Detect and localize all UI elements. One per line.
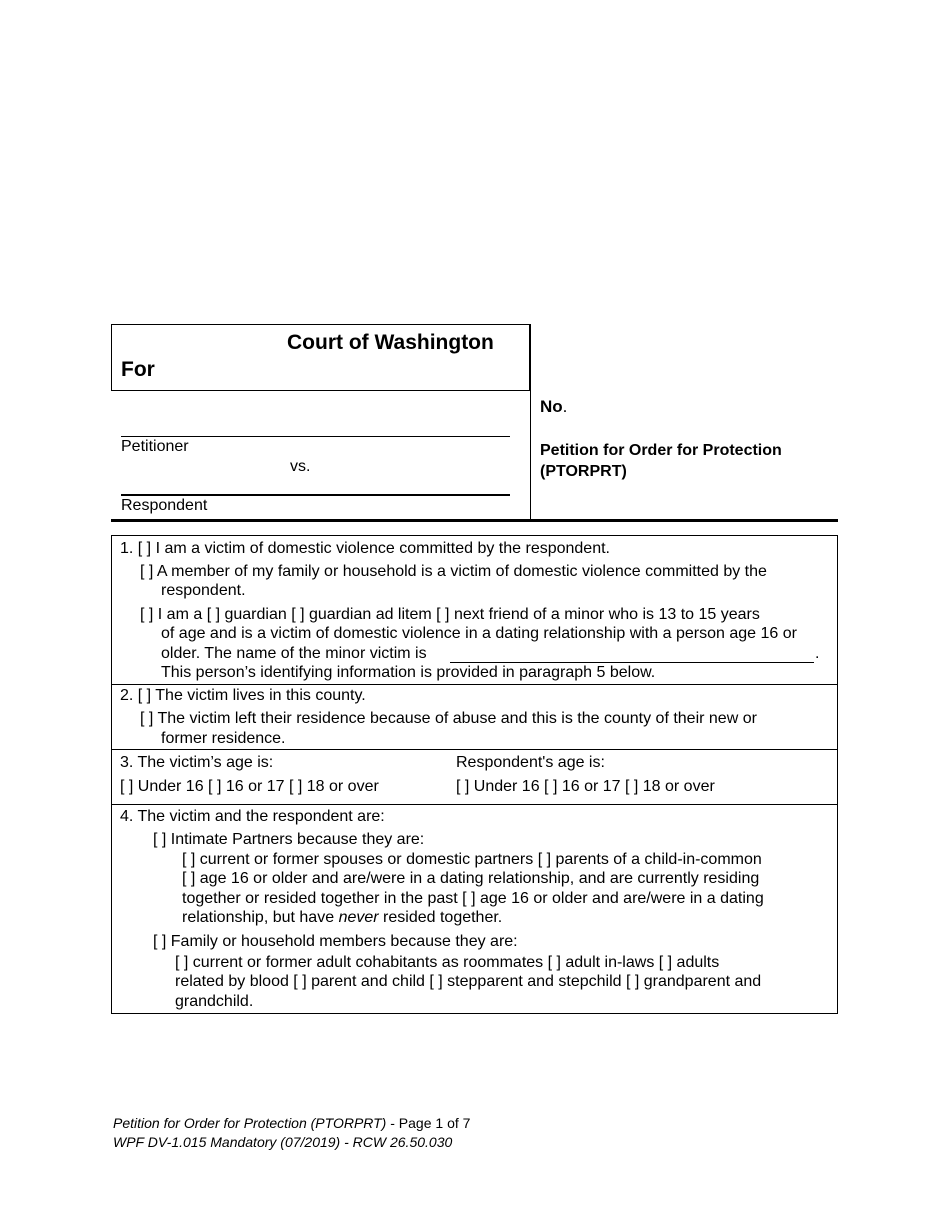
s4-line6 xyxy=(182,909,502,927)
court-title: Court of Washington xyxy=(287,331,494,354)
petitioner-name-line[interactable] xyxy=(121,436,510,437)
respondent-label: Respondent xyxy=(121,497,208,514)
s1-line6-end: . xyxy=(815,645,820,662)
s4-line9: related by blood [ ] parent and child [ ] stepparent and stepchild [ ] grandparent and xyxy=(175,973,762,990)
respondent-age-options[interactable]: [ ] Under 16 [ ] 16 or 17 [ ] 18 or over xyxy=(456,778,715,795)
s2-line2: [ ] The victim left their residence because of abuse and this is the county of their new or xyxy=(140,710,757,727)
document-title xyxy=(540,440,830,482)
s4-line8: [ ] current or former adult cohabitants as roommates [ ] adult in-laws [ ] adults xyxy=(175,954,720,971)
s4-line7: [ ] Family or household members because they are: xyxy=(153,933,518,950)
case-caption xyxy=(111,324,530,520)
case-number-dot: . xyxy=(562,397,568,416)
footer-line2: WPF DV-1.015 Mandatory (07/2019) - RCW 26.50.030 xyxy=(113,1134,453,1150)
s1-line3: respondent. xyxy=(161,582,246,599)
footer-page-number: - Page 1 of 7 xyxy=(386,1115,471,1131)
caption-bottom-rule xyxy=(111,519,838,522)
footer-form-title: Petition for Order for Protection (PTORPRT) xyxy=(113,1115,387,1131)
s4-line6-never: never xyxy=(338,909,379,926)
caption-divider xyxy=(530,324,531,521)
court-for-label: For xyxy=(121,358,155,381)
versus-label: vs. xyxy=(290,458,311,475)
respondent-age-label: Respondent's age is: xyxy=(456,754,605,771)
s4-line4: [ ] age 16 or older and are/were in a dating relationship, and are currently residing xyxy=(182,870,760,887)
s1-line1: 1. [ ] I am a victim of domestic violence committed by the respondent. xyxy=(120,540,610,557)
victim-age-label: 3. The victim’s age is: xyxy=(120,754,274,771)
victim-age-options[interactable]: [ ] Under 16 [ ] 16 or 17 [ ] 18 or over xyxy=(120,778,379,795)
court-name-box xyxy=(111,324,530,391)
case-number-label: No xyxy=(540,397,563,416)
section-3-ages xyxy=(111,749,838,805)
document-title-line1: Petition for Order for Protection xyxy=(540,442,782,459)
s4-line6-after: resided together. xyxy=(383,909,503,926)
s1-line2: [ ] A member of my family or household is a victim of domestic violence committed by the xyxy=(140,563,767,580)
section-4-relationship xyxy=(111,804,838,1014)
s4-line5: together or resided together in the past [ ] age 16 or older and are/were in a dating xyxy=(182,890,764,907)
case-number xyxy=(540,397,567,417)
s2-line3: former residence. xyxy=(161,730,286,747)
s4-line3: [ ] current or former spouses or domestic partners [ ] parents of a child-in-common xyxy=(182,851,762,868)
petitioner-label: Petitioner xyxy=(121,438,189,455)
s1-line5: of age and is a victim of domestic violence in a dating relationship with a person age 16 or xyxy=(161,625,797,642)
footer-line1 xyxy=(113,1115,470,1131)
respondent-name-line[interactable] xyxy=(121,494,510,496)
section-1-victim xyxy=(111,535,838,685)
s4-line2: [ ] Intimate Partners because they are: xyxy=(153,831,425,848)
section-2-county xyxy=(111,683,838,750)
document-title-line2: (PTORPRT) xyxy=(540,463,627,480)
s1-line7: This person’s identifying information is provided in paragraph 5 below. xyxy=(161,664,656,681)
s4-line6-before: relationship, but have xyxy=(182,909,335,926)
s2-line1: 2. [ ] The victim lives in this county. xyxy=(120,687,366,704)
s4-line1: 4. The victim and the respondent are: xyxy=(120,808,385,825)
s1-line6: older. The name of the minor victim is xyxy=(161,645,427,662)
s4-line10: grandchild. xyxy=(175,993,254,1010)
minor-victim-name-line[interactable] xyxy=(450,662,814,663)
s1-line4: [ ] I am a [ ] guardian [ ] guardian ad litem [ ] next friend of a minor who is 13 to 15 years xyxy=(140,606,760,623)
